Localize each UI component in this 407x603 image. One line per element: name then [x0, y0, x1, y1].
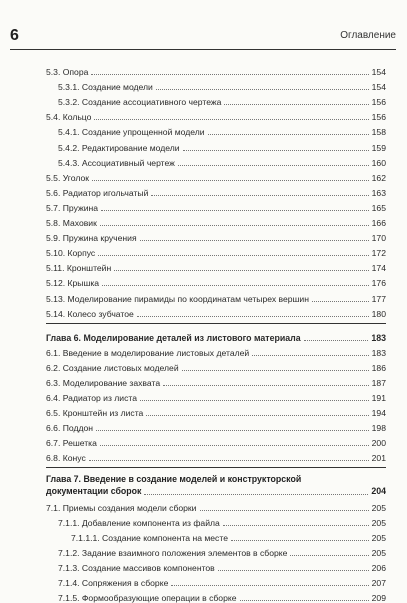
toc-entry[interactable]	[46, 137, 386, 152]
toc-entry-page: 154	[371, 67, 386, 78]
leader-dots	[224, 103, 368, 105]
leader-dots	[312, 300, 369, 302]
toc-entry-label: 5.10. Корпус	[46, 248, 96, 259]
toc-entry-page: 209	[371, 593, 386, 603]
toc-entry[interactable]	[46, 358, 386, 373]
toc-entry-label: 6.3. Моделирование захвата	[46, 377, 161, 388]
toc-entry-label: 7.1.5. Формообразующие операции в сборке	[58, 593, 237, 603]
toc-entry-page: 205	[371, 502, 386, 513]
toc-entry-label: 5.8. Маховик	[46, 218, 97, 229]
toc-entry-label: 5.13. Моделирование пирамиды по координатам четырех вершин	[46, 293, 309, 304]
chapter-title-line1: Глава 7. Введение в создание моделей и конструкторской	[46, 474, 302, 485]
toc-entry-page: 158	[371, 127, 386, 138]
toc-entry[interactable]	[46, 273, 386, 288]
leader-dots	[94, 118, 368, 120]
toc-entry-label: 7.1.3. Создание массивов компонентов	[58, 562, 215, 573]
toc-entry-label: 5.4.2. Редактирование модели	[58, 142, 180, 153]
toc-entry[interactable]	[46, 77, 386, 92]
toc-entry-page: 170	[371, 233, 386, 244]
toc-entry-page: 172	[371, 248, 386, 259]
page-header	[10, 27, 396, 50]
chapter-title: Глава 6. Моделирование деталей из листового материала	[46, 332, 301, 343]
toc-entry[interactable]	[46, 153, 386, 168]
toc-entry-page: 205	[371, 547, 386, 558]
toc-entry[interactable]	[46, 403, 386, 418]
chapter-heading[interactable]	[46, 474, 386, 497]
leader-dots	[98, 254, 368, 256]
leader-dots	[183, 149, 369, 151]
toc-entry-label: 5.6. Радиатор игольчатый	[46, 187, 149, 198]
toc-entry-label: 5.14. Колесо зубчатое	[46, 308, 134, 319]
toc-entry-page: 156	[371, 112, 386, 123]
leader-dots	[171, 584, 368, 586]
toc-entry[interactable]	[46, 288, 386, 303]
toc-entry[interactable]	[46, 433, 386, 448]
leader-dots	[140, 239, 369, 241]
leader-dots	[218, 569, 369, 571]
toc-entry-label: 6.8. Конус	[46, 453, 86, 464]
toc-entry[interactable]	[46, 373, 386, 388]
toc-entry-label: 5.4. Кольцо	[46, 112, 92, 123]
toc-section-chapter7	[46, 497, 386, 603]
leader-dots	[146, 414, 368, 416]
toc-entry-label: 5.4.1. Создание упрощенной модели	[58, 127, 205, 138]
toc-entry-page: 174	[371, 263, 386, 274]
toc-entry[interactable]	[46, 183, 386, 198]
toc-entry[interactable]	[46, 418, 386, 433]
toc-entry[interactable]	[46, 198, 386, 213]
toc-entry-page: 198	[371, 423, 386, 434]
toc-entry-label: 5.3.2. Создание ассоциативного чертежа	[58, 97, 222, 108]
toc-entry-page: 156	[371, 97, 386, 108]
leader-dots	[114, 269, 368, 271]
toc-entry-label: 5.3. Опора	[46, 67, 89, 78]
toc-entry-page: 166	[371, 218, 386, 229]
leader-dots	[156, 88, 369, 90]
leader-dots	[100, 444, 369, 446]
toc-entry-page: 191	[371, 393, 386, 404]
leader-dots	[101, 209, 369, 211]
leader-dots	[89, 459, 369, 461]
toc-entry-label: 7.1.1. Добавление компонента из файла	[58, 517, 220, 528]
chapter-title-line2: документации сборок	[46, 486, 142, 497]
toc-section-chapter5	[46, 62, 386, 319]
toc-entry[interactable]	[46, 573, 386, 588]
toc-entry-page: 183	[371, 347, 386, 358]
toc-entry[interactable]	[46, 448, 386, 463]
chapter-heading[interactable]	[46, 328, 386, 343]
toc-entry-page: 206	[371, 562, 386, 573]
leader-dots	[290, 554, 368, 556]
leader-dots	[96, 429, 369, 431]
chapter-page: 204	[371, 486, 386, 497]
toc-entry-page: 205	[371, 517, 386, 528]
toc-entry[interactable]	[46, 528, 386, 543]
toc-entry-label: 5.4.3. Ассоциативный чертеж	[58, 157, 175, 168]
leader-dots	[252, 354, 368, 356]
toc-entry-label: 7.1.1.1. Создание компонента на месте	[71, 532, 228, 543]
toc-entry[interactable]	[46, 513, 386, 528]
leader-dots	[304, 339, 369, 341]
leader-dots	[182, 369, 369, 371]
leader-dots	[178, 164, 369, 166]
leader-dots	[102, 284, 369, 286]
leader-dots	[100, 224, 369, 226]
leader-dots	[92, 179, 369, 181]
toc-entry-page: 165	[371, 202, 386, 213]
toc-entry-page: 159	[371, 142, 386, 153]
toc-entry-label: 6.6. Поддон	[46, 423, 94, 434]
toc-entry-label: 6.7. Решетка	[46, 438, 97, 449]
toc-entry-page: 163	[371, 187, 386, 198]
toc-entry[interactable]	[46, 122, 386, 137]
leader-dots	[200, 509, 369, 511]
toc-entry-page: 154	[371, 82, 386, 93]
toc-entry-page: 205	[371, 532, 386, 543]
toc-entry-page: 201	[371, 453, 386, 464]
toc-entry-label: 5.7. Пружина	[46, 202, 99, 213]
divider	[46, 323, 386, 324]
toc-entry[interactable]	[46, 62, 386, 77]
toc-entry[interactable]	[46, 213, 386, 228]
toc-entry[interactable]	[46, 243, 386, 258]
leader-dots	[91, 73, 368, 75]
page-number: 6	[10, 27, 19, 44]
toc-entry-label: 7.1.2. Задание взаимного положения элементов в сборке	[58, 547, 288, 558]
toc-entry[interactable]	[46, 388, 386, 403]
leader-dots	[144, 493, 368, 495]
toc-entry[interactable]	[46, 228, 386, 243]
leader-dots	[223, 524, 369, 526]
toc-entry-label: 6.2. Создание листовых моделей	[46, 362, 179, 373]
toc-entry[interactable]	[46, 304, 386, 319]
toc-entry[interactable]	[46, 92, 386, 107]
toc-entry-label: 6.1. Введение в моделирование листовых деталей	[46, 347, 250, 358]
leader-dots	[140, 399, 369, 401]
leader-dots	[151, 194, 368, 196]
toc-entry-label: 6.5. Кронштейн из листа	[46, 408, 144, 419]
toc-entry-label: 5.12. Крышка	[46, 278, 100, 289]
toc-section-chapter6	[46, 343, 386, 464]
running-head: Оглавление	[340, 30, 396, 41]
toc-entry-page: 177	[371, 293, 386, 304]
toc-entry[interactable]	[46, 107, 386, 122]
toc-entry[interactable]	[46, 588, 386, 603]
leader-dots	[137, 315, 369, 317]
toc-entry[interactable]	[46, 543, 386, 558]
toc-entry-page: 200	[371, 438, 386, 449]
leader-dots	[240, 599, 369, 601]
toc-entry-label: 6.4. Радиатор из листа	[46, 393, 137, 404]
toc-entry-page: 176	[371, 278, 386, 289]
toc-entry-page: 186	[371, 362, 386, 373]
toc-entry-page: 180	[371, 308, 386, 319]
toc-entry-page: 187	[371, 377, 386, 388]
toc-entry[interactable]	[46, 497, 386, 512]
leader-dots	[231, 539, 369, 541]
toc-entry[interactable]	[46, 343, 386, 358]
chapter-page: 183	[371, 332, 386, 343]
toc-entry-page: 160	[371, 157, 386, 168]
toc-entry-page: 207	[371, 578, 386, 588]
toc-entry[interactable]	[46, 168, 386, 183]
toc-entry-label: 5.11. Кронштейн	[46, 263, 112, 274]
toc-entry[interactable]	[46, 558, 386, 573]
toc-entry-label: 7.1.4. Сопряжения в сборке	[58, 578, 169, 588]
toc-entry-label: 7.1. Приемы создания модели сборки	[46, 502, 197, 513]
toc-entry-label: 5.5. Уголок	[46, 172, 89, 183]
table-of-contents	[46, 62, 386, 603]
toc-entry-label: 5.9. Пружина кручения	[46, 233, 137, 244]
toc-entry-label: 5.3.1. Создание модели	[58, 82, 153, 93]
toc-entry[interactable]	[46, 258, 386, 273]
leader-dots	[208, 133, 369, 135]
toc-entry-page: 162	[371, 172, 386, 183]
divider	[46, 467, 386, 468]
toc-entry-page: 194	[371, 408, 386, 419]
leader-dots	[163, 384, 369, 386]
